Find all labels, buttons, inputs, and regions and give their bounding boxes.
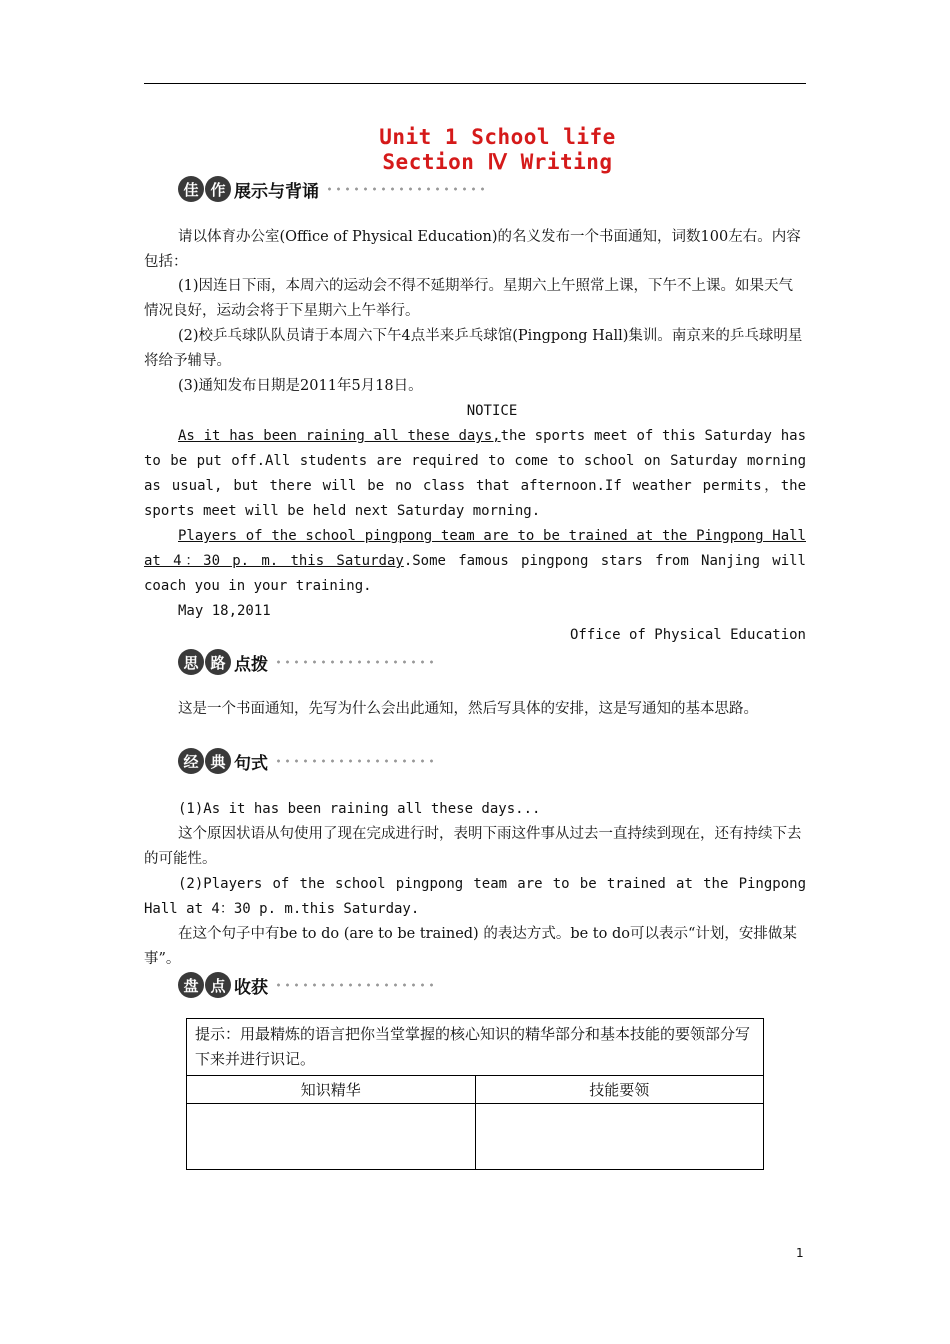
section-title: Section Ⅳ Writing: [382, 150, 613, 174]
underlined-sentence: Players of the school pingpong team are to be trained at the Pingpong Hall at 4：30 p. m. this Saturday: [144, 528, 806, 569]
page-number: 1: [796, 1246, 804, 1260]
heading-dots: [274, 979, 434, 991]
task-item-1: (1)因连日下雨，本周六的运动会不得不延期举行。星期六上午照常上课，下午不上课。如果天气情况良好，运动会将于下星期六上午举行。: [144, 278, 794, 319]
heading-text: 展示与背诵: [234, 181, 319, 202]
notice-heading: NOTICE: [466, 403, 518, 419]
underlined-sentence: As it has been raining all these days,: [178, 428, 501, 444]
heading-badge: 盘: [178, 972, 204, 998]
notice-signature: Office of Physical Education: [569, 627, 806, 643]
heading-badge: 点: [205, 972, 231, 998]
task-item-3: (3)通知发布日期是2011年5月18日。: [178, 378, 423, 394]
summary-hint: 提示：用最精炼的语言把你当堂掌握的核心知识的精华部分和基本技能的要领部分写下来并进行识记。: [187, 1019, 764, 1076]
heading-badge: 作: [205, 176, 231, 202]
heading-dots: [274, 656, 434, 668]
notice-date: May 18,2011: [178, 603, 271, 619]
pattern-1: (1)As it has been raining all these days...: [178, 801, 541, 817]
task-item-2: (2)校乒乓球队队员请于本周六下午4点半来乒乓球馆(Pingpong Hall)集训。南京来的乒乓球明星将给予辅导。: [144, 328, 803, 369]
section-heading-thinking: [178, 648, 434, 676]
heading-dots: [325, 183, 485, 195]
section-heading-summary: [178, 971, 434, 999]
skills-cell[interactable]: [475, 1104, 764, 1170]
section-heading-model-essay: [178, 175, 485, 203]
heading-badge: 佳: [178, 176, 204, 202]
heading-text: 点拨: [234, 654, 268, 675]
notice-paragraph-1: As it has been raining all these days,the sports meet of this Saturday has to be put off.All students are required to come to school on Saturday morning as usual, but there will be no class that afternoon.If weather permits，the sports meet will be held next Saturday morning.: [144, 428, 806, 519]
summary-table: [186, 1018, 764, 1170]
heading-badge: 典: [205, 748, 231, 774]
heading-text: 收获: [234, 977, 268, 998]
column-header-skills: 技能要领: [475, 1076, 764, 1104]
heading-badge: 路: [205, 649, 231, 675]
pattern-1-note: 这个原因状语从句使用了现在完成进行时，表明下雨这件事从过去一直持续到现在，还有持续下去的可能性。: [144, 826, 802, 867]
heading-dots: [274, 755, 434, 767]
heading-text: 句式: [234, 753, 268, 774]
thinking-text: 这是一个书面通知，先写为什么会出此通知，然后写具体的安排，这是写通知的基本思路。: [178, 701, 758, 717]
section-heading-patterns: [178, 747, 434, 775]
header-rule: [144, 83, 806, 84]
task-intro: 请以体育办公室(Office of Physical Education)的名义发布一个书面通知，词数100左右。内容包括：: [144, 229, 801, 270]
heading-badge: 经: [178, 748, 204, 774]
column-header-knowledge: 知识精华: [187, 1076, 476, 1104]
pattern-2-note: 在这个句子中有be to do (are to be trained) 的表达方式。be to do可以表示“计划，安排做某事”。: [144, 926, 797, 967]
knowledge-cell[interactable]: [187, 1104, 476, 1170]
notice-paragraph-2: Players of the school pingpong team are to be trained at the Pingpong Hall at 4：30 p. m. this Saturday.Some famous pingpong stars from Nanjing will coach you in your training.: [144, 528, 806, 594]
heading-badge: 思: [178, 649, 204, 675]
unit-title: Unit 1 School life: [379, 125, 616, 149]
pattern-2: (2)Players of the school pingpong team are to be trained at the Pingpong Hall at 4：30 p. m.this Saturday.: [144, 876, 806, 917]
